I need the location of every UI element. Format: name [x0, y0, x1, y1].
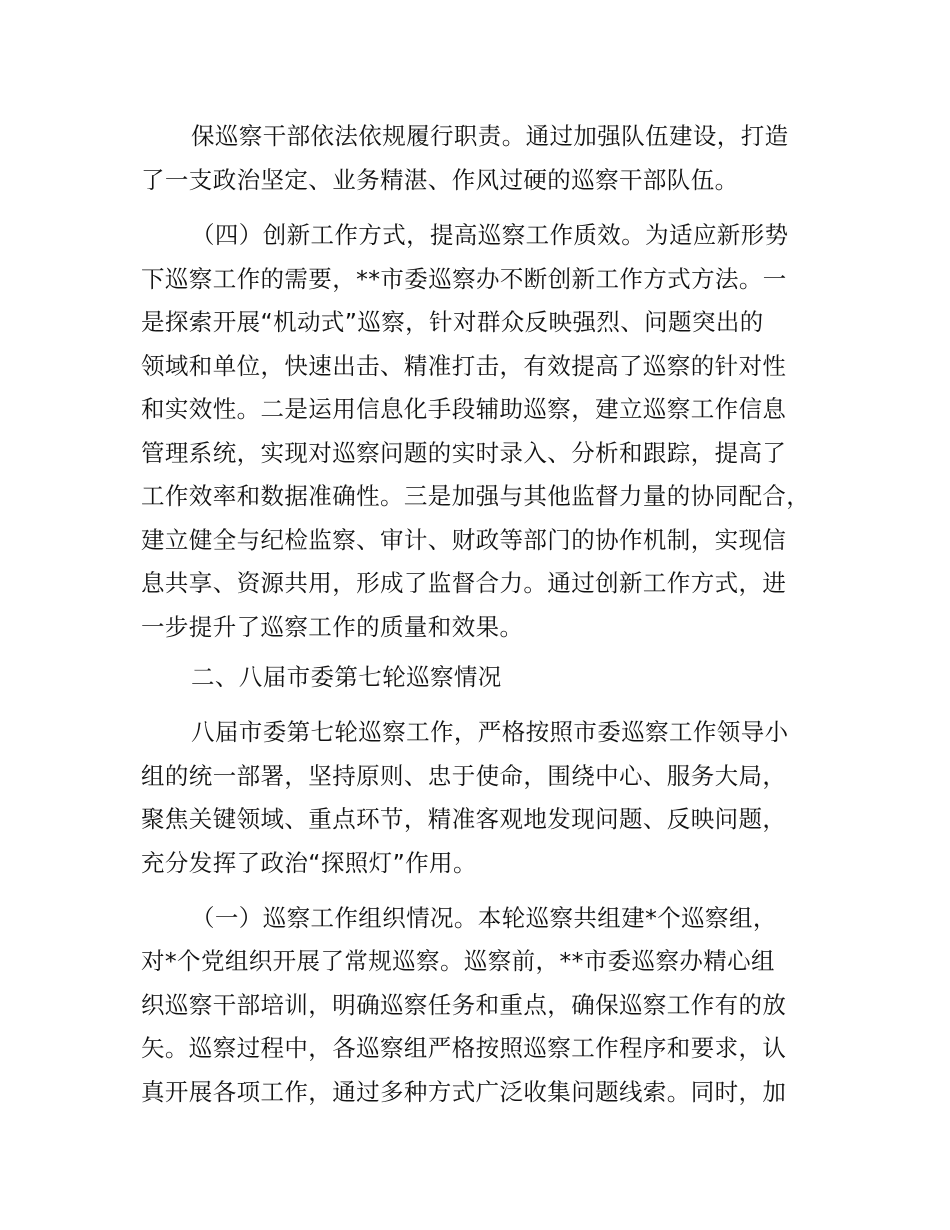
section-heading: 二、八届市委第七轮巡察情况 [191, 663, 502, 691]
text-line: （一）巡察工作组织情况。本轮巡察共组建*个巡察组， [191, 904, 777, 932]
text-line: 对*个党组织开展了常规巡察。巡察前，**市委巡察办精心组 [141, 947, 775, 975]
text-line: 是探索开展“机动式”巡察，针对群众反映强烈、问题突出的 [141, 308, 764, 336]
text-line: （四）创新工作方式，提高巡察工作质效。为适应新形势 [191, 221, 789, 249]
text-line: 工作效率和数据准确性。三是加强与其他监督力量的协同配合， [141, 482, 811, 510]
text-line: 组的统一部署，坚持原则、忠于使命，围绕中心、服务大局， [141, 762, 787, 790]
text-line: 保巡察干部依法依规履行职责。通过加强队伍建设，打造 [191, 122, 789, 150]
text-line: 织巡察干部培训，明确巡察任务和重点，确保巡察工作有的放 [141, 991, 787, 1019]
text-line: 了一支政治坚定、业务精湛、作风过硬的巡察干部队伍。 [141, 166, 739, 194]
text-line: 和实效性。二是运用信息化手段辅助巡察，建立巡察工作信息 [141, 395, 787, 423]
text-line: 一步提升了巡察工作的质量和效果。 [141, 613, 524, 641]
text-line: 八届市委第七轮巡察工作，严格按照市委巡察工作领导小 [191, 718, 789, 746]
text-line: 息共享、资源共用，形成了监督合力。通过创新工作方式，进 [141, 569, 787, 597]
text-line: 管理系统，实现对巡察问题的实时录入、分析和跟踪，提高了 [141, 439, 787, 467]
text-line: 建立健全与纪检监察、审计、财政等部门的协作机制，实现信 [141, 526, 787, 554]
text-line: 下巡察工作的需要，**市委巡察办不断创新工作方式方法。一 [141, 265, 787, 293]
text-line: 真开展各项工作，通过多种方式广泛收集问题线索。同时，加 [141, 1078, 787, 1106]
text-line: 矢。巡察过程中，各巡察组严格按照巡察工作程序和要求，认 [141, 1034, 787, 1062]
text-line: 聚焦关键领域、重点环节，精准客观地发现问题、反映问题， [141, 805, 787, 833]
text-line: 领域和单位，快速出击、精准打击，有效提高了巡察的针对性 [141, 352, 787, 380]
text-line: 充分发挥了政治“探照灯”作用。 [141, 849, 477, 877]
